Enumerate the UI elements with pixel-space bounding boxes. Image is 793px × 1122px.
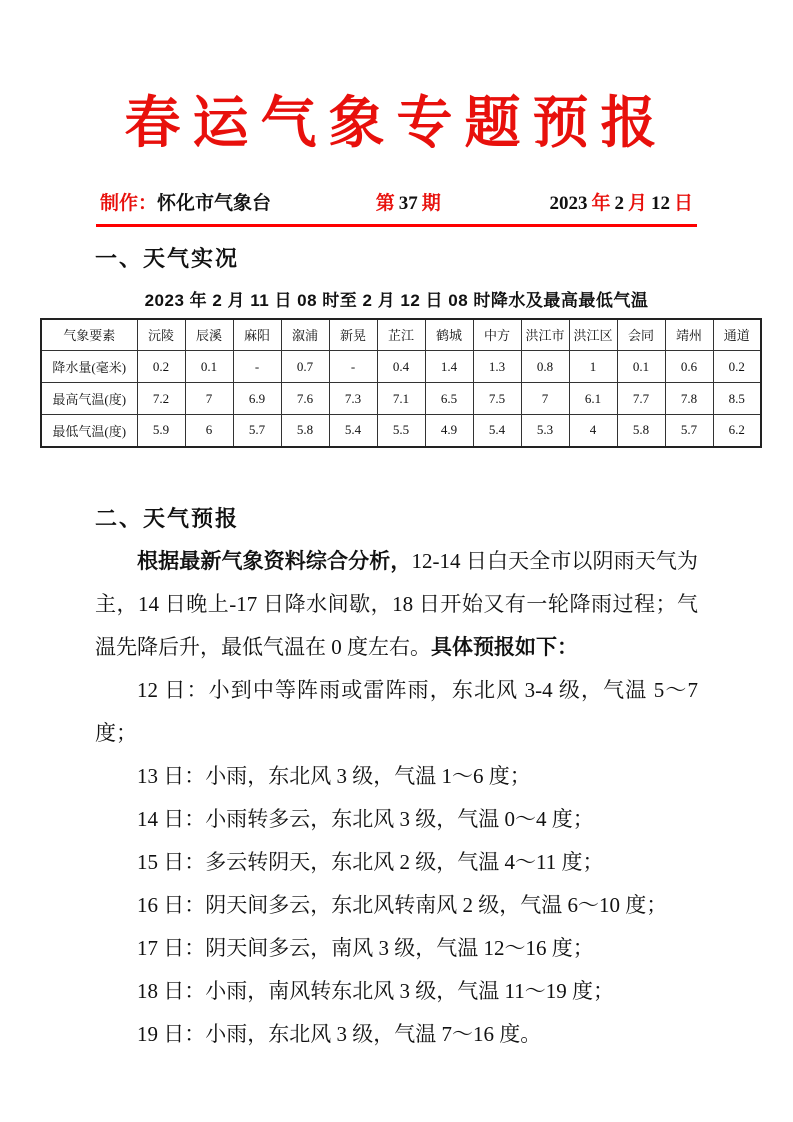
table-cell: 5.4 — [473, 415, 521, 447]
col-header-station: 溆浦 — [281, 319, 329, 351]
table-cell: 7.1 — [377, 383, 425, 415]
document-title: 春运气象专题预报 — [124, 90, 669, 156]
date-day-unit: 日 — [673, 192, 693, 214]
table-cell: 0.2 — [713, 351, 761, 383]
issue-value: 37 — [398, 192, 418, 214]
producer — [100, 188, 271, 215]
meta-row — [100, 188, 693, 215]
issue-prefix: 第 — [375, 192, 395, 214]
table-row — [41, 383, 761, 415]
producer-value: 怀化市气象台 — [157, 192, 272, 214]
table-cell: 6.9 — [233, 383, 281, 415]
red-divider — [96, 224, 697, 227]
forecast-line-day16: 16 日：阴天间多云，东北风转南风 2 级，气温 6～10 度； — [137, 892, 668, 917]
issue-date — [545, 188, 693, 215]
table-cell: 5.5 — [377, 415, 425, 447]
table-row — [41, 351, 761, 383]
table-cell: 6.5 — [425, 383, 473, 415]
table-cell: 7.5 — [473, 383, 521, 415]
col-header-element: 气象要素 — [41, 319, 137, 351]
table-cell: 1.4 — [425, 351, 473, 383]
table-cell: 0.2 — [137, 351, 185, 383]
table-cell: 7.8 — [665, 383, 713, 415]
issue-number — [376, 188, 441, 215]
weather-table-body — [41, 351, 761, 447]
table-cell: - — [329, 351, 377, 383]
forecast-line-day19: 19 日：小雨，东北风 3 级，气温 7～16 度。 — [137, 1021, 542, 1046]
col-header-station: 会同 — [617, 319, 665, 351]
producer-label: 制作： — [100, 192, 158, 214]
table-cell: 0.1 — [617, 351, 665, 383]
forecast-line-day15: 15 日：多云转阴天，东北风 2 级，气温 4～11 度； — [137, 849, 604, 874]
forecast-intro — [95, 540, 698, 669]
table-row — [41, 415, 761, 447]
forecast-line-day12: 12 日：小到中等阵雨或雷阵雨，东北风 3-4 级，气温 5～7 度； — [95, 677, 698, 745]
table-cell: 5.7 — [233, 415, 281, 447]
table-header-row — [41, 319, 761, 351]
table-cell: 7.7 — [617, 383, 665, 415]
table-cell: 7.3 — [329, 383, 377, 415]
col-header-station: 鹤城 — [425, 319, 473, 351]
table-cell: 6.1 — [569, 383, 617, 415]
table-cell: 1.3 — [473, 351, 521, 383]
table-cell: 0.4 — [377, 351, 425, 383]
col-header-station: 辰溪 — [185, 319, 233, 351]
weather-table-head — [41, 319, 761, 351]
table-cell: 0.8 — [521, 351, 569, 383]
table-cell: 7.6 — [281, 383, 329, 415]
row-label: 最高气温(度) — [41, 383, 137, 415]
section1-heading: 一、天气实况 — [95, 245, 240, 271]
forecast-line-day17: 17 日：阴天间多云，南风 3 级，气温 12～16 度； — [137, 935, 594, 960]
forecast-line-day14: 14 日：小雨转多云，东北风 3 级，气温 0～4 度； — [137, 806, 594, 831]
section2-heading: 二、天气预报 — [95, 505, 240, 531]
col-header-station: 新晃 — [329, 319, 377, 351]
table-cell: 0.6 — [665, 351, 713, 383]
weather-table — [40, 318, 762, 448]
issue-suffix: 期 — [421, 192, 441, 214]
row-label: 最低气温(度) — [41, 415, 137, 447]
table-cell: 5.4 — [329, 415, 377, 447]
table-cell: 0.1 — [185, 351, 233, 383]
date-month: 2 — [614, 192, 624, 214]
date-year-unit: 年 — [591, 192, 611, 214]
table-cell: 4.9 — [425, 415, 473, 447]
table-cell: 7 — [521, 383, 569, 415]
table-cell: 5.8 — [617, 415, 665, 447]
col-header-station: 靖州 — [665, 319, 713, 351]
table-cell: 7.2 — [137, 383, 185, 415]
table-cell: - — [233, 351, 281, 383]
table-cell: 6 — [185, 415, 233, 447]
table-cell: 5.9 — [137, 415, 185, 447]
col-header-station: 中方 — [473, 319, 521, 351]
forecast-intro-tail: 具体预报如下： — [431, 634, 578, 659]
table-cell: 5.3 — [521, 415, 569, 447]
col-header-station: 洪江区 — [569, 319, 617, 351]
col-header-station: 通道 — [713, 319, 761, 351]
forecast-line-day18: 18 日：小雨，南风转东北风 3 级，气温 11～19 度； — [137, 978, 614, 1003]
table-caption: 2023 年 2 月 11 日 08 时至 2 月 12 日 08 时降水及最高最低气温 — [144, 290, 649, 310]
table-cell: 0.7 — [281, 351, 329, 383]
table-cell: 5.7 — [665, 415, 713, 447]
table-cell: 1 — [569, 351, 617, 383]
table-cell: 5.8 — [281, 415, 329, 447]
forecast-line-day13: 13 日：小雨，东北风 3 级，气温 1～6 度； — [137, 763, 531, 788]
table-cell: 6.2 — [713, 415, 761, 447]
table-cell: 8.5 — [713, 383, 761, 415]
row-label: 降水量(毫米) — [41, 351, 137, 383]
col-header-station: 芷江 — [377, 319, 425, 351]
date-day: 12 — [650, 192, 670, 214]
col-header-station: 沅陵 — [137, 319, 185, 351]
table-cell: 4 — [569, 415, 617, 447]
date-month-unit: 月 — [627, 192, 647, 214]
forecast-intro-lead: 根据最新气象资料综合分析， — [137, 548, 412, 573]
table-cell: 7 — [185, 383, 233, 415]
date-year: 2023 — [549, 192, 588, 214]
col-header-station: 洪江市 — [521, 319, 569, 351]
forecast-intro-body: 12-14 日白天全市以阴雨天气为主，14 日晚上-17 日降水间歇，18 日开始又有一轮降雨过程；气温先降后升，最低气温在 0 度左右。 — [95, 548, 699, 659]
col-header-station: 麻阳 — [233, 319, 281, 351]
